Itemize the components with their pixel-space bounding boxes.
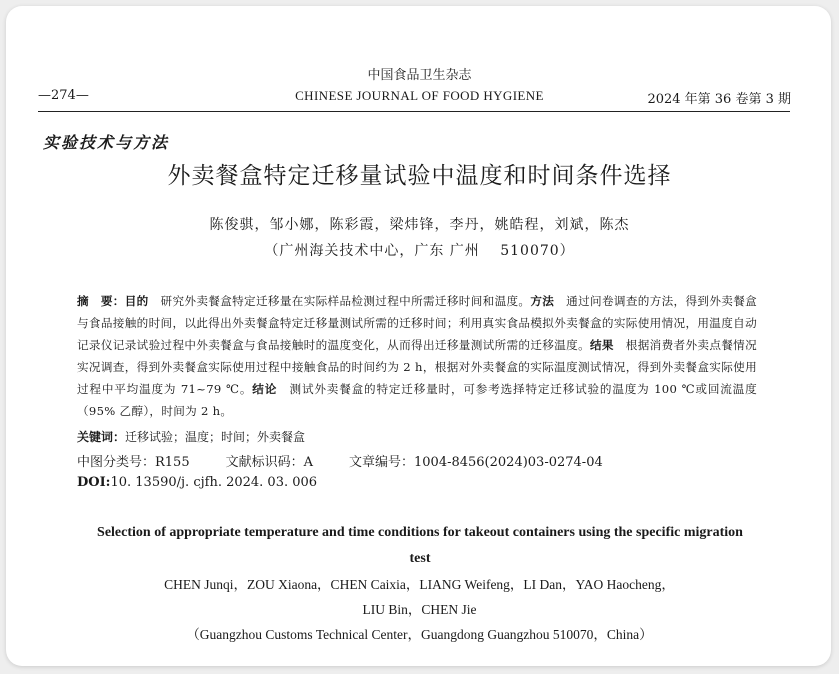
purpose-text: 研究外卖餐盒特定迁移量在实际样品检测过程中所需迁移时间和温度。 <box>148 294 531 308</box>
doi <box>77 475 317 490</box>
authors-cn: 陈俊骐，邹小娜，陈彩霞，梁炜锋，李丹，姚皓程，刘斌，陈杰 <box>209 217 630 233</box>
keywords-label: 关键词： <box>77 430 126 444</box>
keywords <box>77 428 305 445</box>
conclusion-label: 结论 <box>252 382 278 396</box>
method-text: 通过问卷调查的方法，得到外卖餐盒与食品接触的时间，以此得出外卖餐盒特定迁移量测试所需的迁移时间；利用真实食品模拟外卖餐盒的实际使用情况，用温度自动记录仪记录试验过程中外卖餐盒与食品接触时的温度变化，从而得出迁移量测试所需的迁移温度。 <box>77 294 758 352</box>
page-number: —274— <box>38 88 89 103</box>
section-heading: 实验技术与方法 <box>43 133 170 152</box>
classification-line <box>77 451 639 470</box>
issue-info: 2024 年第 36 卷第 3 期 <box>647 92 791 107</box>
clc-number: 中图分类号：R155 <box>77 455 190 470</box>
authors-en-line2: LIU Bin，CHEN Jie <box>362 602 477 617</box>
article-title-cn: 外卖餐盒特定迁移量试验中温度和时间条件选择 <box>167 163 672 189</box>
result-label: 结果 <box>590 338 614 352</box>
abstract-label: 摘 要： <box>77 294 125 308</box>
conclusion-text: 测试外卖餐盒的特定迁移量时，可参考选择特定迁移试验的温度为 100 ℃或回流温度（95% 乙醇），时间为 2 h。 <box>77 382 757 418</box>
affiliation-cn: （广州海关技术中心，广东 广州 510070） <box>264 243 575 259</box>
article-number: 文章编号：1004-8456(2024)03-0274-04 <box>349 455 603 470</box>
method-label: 方法 <box>530 294 555 308</box>
result-text: 根据消费者外卖点餐情况实况调查，得到外卖餐盒实际使用过程中接触食品的时间约为 2 h，根据对外卖餐盒的实际温度测试情况，得到外卖餐盒实际使用过程中平均温度为 71~79 ℃。 <box>77 338 757 396</box>
authors-en-line1: CHEN Junqi，ZOU Xiaona，CHEN Caixia，LIANG Weifeng，LI Dan，YAO Haocheng， <box>164 577 675 592</box>
document-code: 文献标识码：A <box>225 455 313 470</box>
journal-name-en: CHINESE JOURNAL OF FOOD HYGIENE <box>295 88 544 103</box>
doi-label: DOI: <box>77 475 111 490</box>
article-title-en: Selection of appropriate temperature and time conditions for takeout containers using the specific migration test <box>97 525 743 566</box>
journal-name-cn: 中国食品卫生杂志 <box>367 68 472 83</box>
affiliation-en: （Guangzhou Customs Technical Center，Guangdong Guangzhou 510070，China） <box>186 627 653 642</box>
purpose-label: 目的 <box>124 294 149 308</box>
doi-value: 10. 13590/j. cjfh. 2024. 03. 006 <box>110 475 318 490</box>
keywords-text: 迁移试验；温度；时间；外卖餐盒 <box>125 430 306 444</box>
abstract-cn <box>77 290 757 422</box>
header-rule <box>38 111 790 112</box>
